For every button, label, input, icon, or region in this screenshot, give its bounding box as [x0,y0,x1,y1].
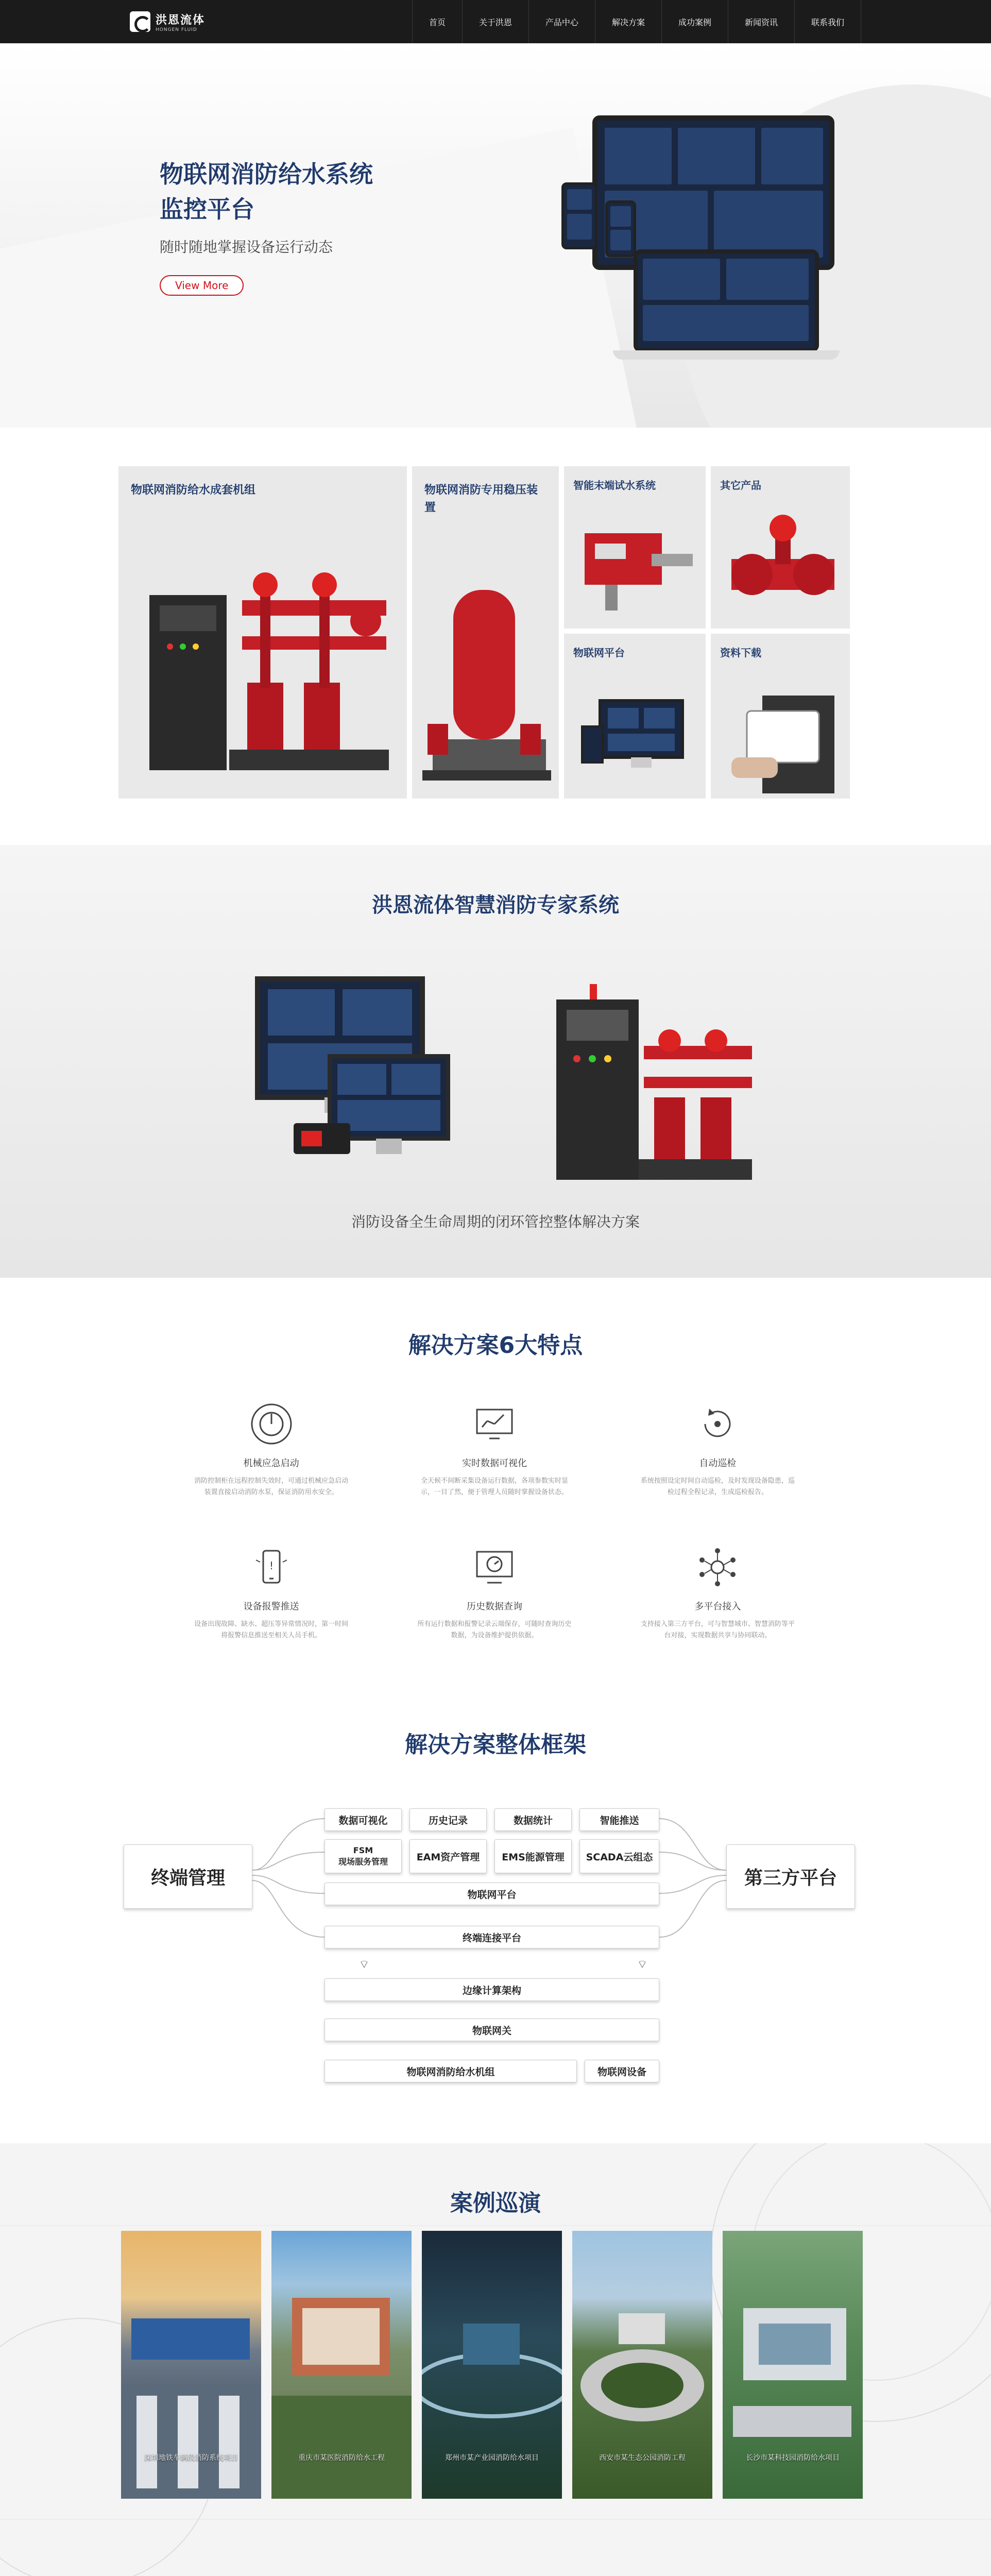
svg-text:⌔: ⌔ [637,1958,648,1971]
feature-desc: 消防控制柜在远程控制失效时，可通过机械应急启动装置直接启动消防水泵，保证消防用水安全。 [194,1477,349,1496]
hero-banner [0,43,991,428]
fw-second-item: FSM 现场服务管理 [324,1839,402,1873]
hero-devices-illustration [592,115,860,311]
pump-unit-illustration [139,554,397,791]
network-icon [695,1545,740,1590]
cases-section [0,2143,991,2576]
feature-name: 自动巡检 [699,1458,737,1469]
case-card[interactable] [572,2231,712,2499]
case-card[interactable] [422,2231,562,2499]
nav-home[interactable]: 首页 [412,0,462,43]
case-card[interactable] [723,2231,863,2499]
feature-desc: 所有运行数据和报警记录云端保存，可随时查询历史数据，为设备维护提供依据。 [417,1620,572,1639]
case-card[interactable] [271,2231,412,2499]
product-card-title: 智能末端试水系统 [573,479,656,492]
valve-illustration [721,513,845,621]
iot-platform-bar: 物联网平台 [324,1883,659,1905]
edge-computing-bar: 边缘计算架构 [324,1978,659,2001]
nav-about[interactable]: 关于洪恩 [462,0,528,43]
monitor-illustration [579,696,693,783]
nav-cases[interactable]: 成功案例 [661,0,728,43]
fw-top-item: 历史记录 [409,1808,487,1831]
product-card-title: 资料下载 [720,647,761,659]
expert-title: 洪恩流体智慧消防专家系统 [372,893,619,917]
product-card-title: 其它产品 [720,479,761,492]
nav-solutions[interactable]: 解决方案 [595,0,661,43]
expert-system-illustration [247,969,762,1195]
third-party-platform-box: 第三方平台 [726,1844,855,1909]
feature-desc: 设备出现故障、缺水、超压等异常情况时，第一时间将报警信息推送至相关人员手机。 [194,1620,349,1639]
terminal-management-box: 终端管理 [124,1844,252,1909]
nav-contact[interactable]: 联系我们 [794,0,861,43]
terminal-test-illustration [574,523,698,616]
connect-platform-bar: 终端连接平台 [324,1926,659,1948]
feature-item [606,1401,829,1498]
feature-desc: 支持接入第三方平台，可与智慧城市、智慧消防等平台对接，实现数据共享与协同联动。 [640,1620,795,1639]
svg-text:!: ! [269,1560,274,1572]
case-caption: 长沙市某科技园消防给水项目 [746,2454,840,2462]
nav-products[interactable]: 产品中心 [528,0,595,43]
feature-item [383,1545,606,1641]
product-card-title: 物联网消防专用稳压装置 [424,484,538,514]
product-card-others[interactable] [711,466,850,629]
product-card-downloads[interactable] [711,634,850,799]
main-nav [412,0,861,43]
feature-item [160,1545,383,1641]
logo-name: 洪恩流体 [156,13,206,27]
feature-desc: 全天候不间断采集设备运行数据，各项参数实时显示，一目了然，便于管理人员随时掌握设备状态。 [420,1477,568,1496]
product-card-pump-unit[interactable] [118,466,407,799]
history-icon [472,1545,517,1590]
logo[interactable] [130,11,205,32]
pressure-tank-illustration [417,569,556,791]
feature-name: 历史数据查询 [466,1601,522,1612]
logo-english: HONGEN FLUID [156,27,197,32]
feature-name: 实时数据可视化 [462,1458,527,1469]
fw-second-item: EAM资产管理 [409,1839,487,1873]
case-caption: 深圳地铁车辆段消防系统项目 [144,2454,238,2462]
case-caption: 郑州市某产业园消防给水项目 [445,2454,539,2462]
dashboard-icon [472,1401,517,1447]
expert-system-section [0,845,991,1278]
feature-desc: 系统按照设定时间自动巡检，及时发现设备隐患，巡检过程全程记录，生成巡检报告。 [640,1477,795,1496]
view-more-button[interactable]: View More [160,275,244,296]
framework-diagram [124,1798,865,2112]
case-caption: 西安市某生态公园消防工程 [599,2454,686,2462]
tablet-hand-illustration [731,690,840,793]
framework-title: 解决方案整体框架 [405,1732,586,1758]
feature-item [383,1401,606,1498]
product-card-terminal-test[interactable] [564,466,706,629]
product-section [0,428,991,845]
fw-top-item: 数据可视化 [324,1808,402,1831]
feature-name: 设备报警推送 [243,1601,299,1612]
hero-subtitle: 随时随地掌握设备运行动态 [160,239,333,256]
phone-alert-icon [249,1545,294,1590]
cases-title: 案例巡演 [450,2190,541,2216]
features-section [0,1278,991,1695]
product-card-iot-platform[interactable] [564,634,706,799]
product-card-pressure-device[interactable] [412,466,559,799]
feature-name: 机械应急启动 [243,1458,299,1469]
logo-icon [130,11,150,32]
framework-section [0,1695,991,2143]
site-header [0,0,991,43]
features-title: 解决方案6大特点 [408,1332,583,1359]
expert-subtitle: 消防设备全生命周期的闭环管控整体解决方案 [351,1213,640,1230]
hero-title-line2: 监控平台 [160,195,254,223]
hero-title-line1: 物联网消防给水系统 [160,160,373,188]
product-card-title: 物联网平台 [573,647,625,659]
fw-top-item: 智能推送 [579,1808,659,1831]
case-card[interactable] [121,2231,261,2499]
feature-name: 多平台接入 [694,1601,741,1612]
cycle-icon [695,1401,740,1447]
case-caption: 重庆市某医院消防给水工程 [298,2454,385,2462]
nav-news[interactable]: 新闻资讯 [728,0,794,43]
fire-unit-bar: 物联网消防给水机组 [324,2060,577,2082]
svg-text:⌔: ⌔ [358,1958,370,1971]
power-icon [249,1401,294,1447]
iot-device-bar: 物联网设备 [585,2060,659,2082]
fw-top-item: 数据统计 [494,1808,572,1831]
gateway-bar: 物联网关 [324,2019,659,2041]
feature-item [160,1401,383,1498]
product-card-title: 物联网消防给水成套机组 [131,484,256,497]
fw-second-item: SCADA云组态 [579,1839,659,1873]
feature-item [606,1545,829,1641]
fw-second-item: EMS能源管理 [494,1839,572,1873]
